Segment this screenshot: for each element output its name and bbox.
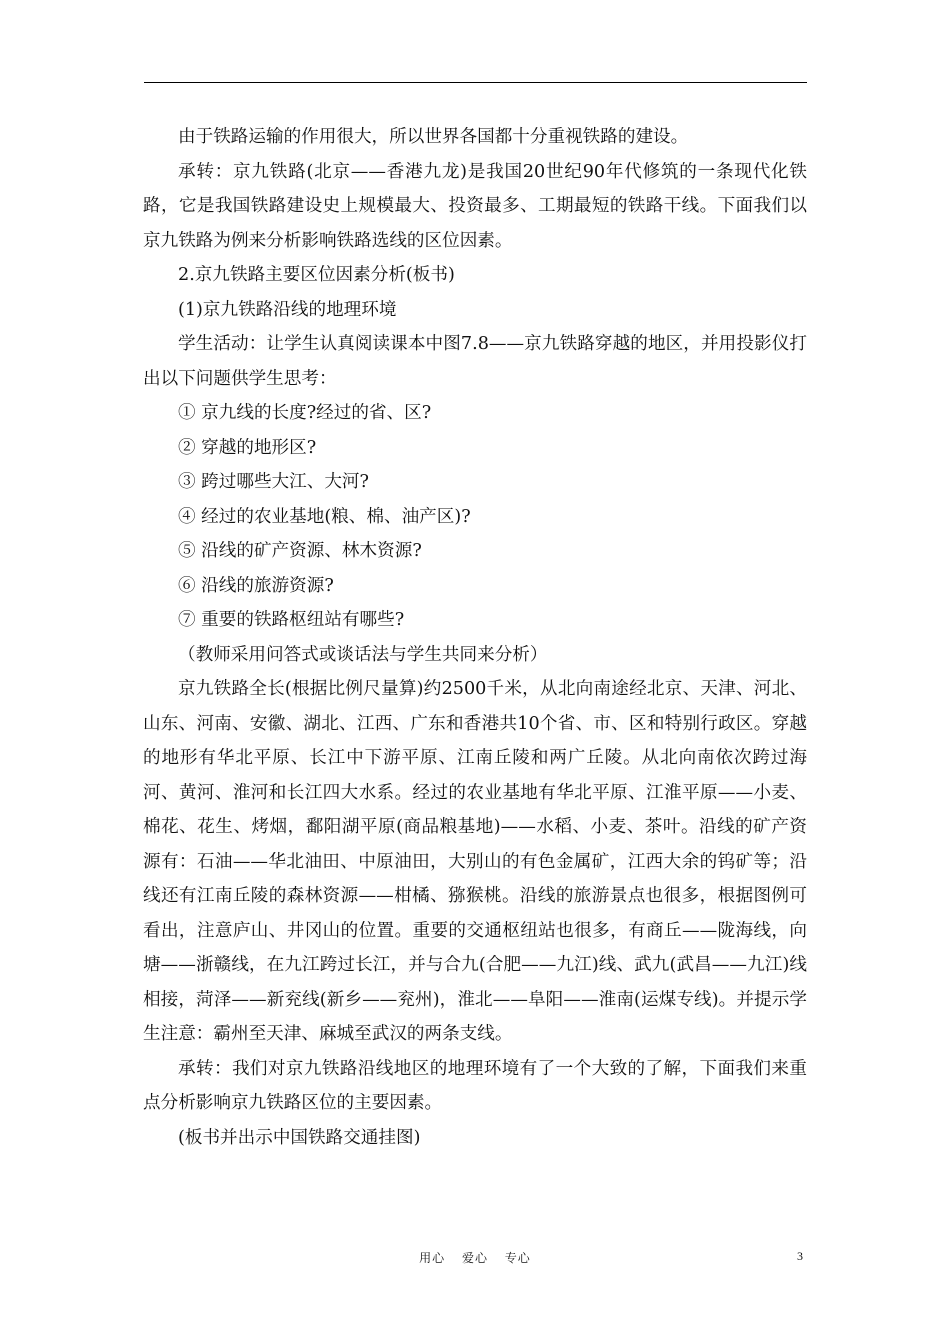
question-item-6: ⑥ 沿线的旅游资源?: [178, 575, 334, 596]
section-heading-location-factors: 2.京九铁路主要区位因素分析(板书): [178, 265, 455, 285]
header-rule: [144, 82, 807, 83]
subsection-heading-geographic-environment: (1)京九铁路沿线的地理环境: [178, 299, 397, 320]
page-number: 3: [797, 1249, 803, 1263]
question-item-3: ③ 跨过哪些大江、大河?: [178, 472, 369, 492]
paragraph-board-note: (板书并出示中国铁路交通挂图): [178, 1127, 421, 1148]
paragraph-transition-main-factors: 承转：我们对京九铁路沿线地区的地理环境有了一个大致的了解，下面我们来重点分析影响京九铁路区位的主要因素。: [143, 1058, 807, 1113]
paragraph-jingjiu-analysis: 京九铁路全长(根据比例尺量算)约2500千米，从北向南途经北京、天津、河北、山东、河南、安徽、湖北、江西、广东和香港共10个省、市、区和特别行政区。穿越的地形有华北平原、长江中下游平原、江南丘陵和两广丘陵。从北向南依次跨过海河、黄河、淮河和长江四大水系。经过的农业基地有华北平原、江淮平原——小麦、棉花、花生、烤烟，鄱阳湖平原(商品粮基地)——水稻、小麦、茶叶。沿线的矿产资源有：石油——华北油田、中原油田，大别山的有色金属矿，江西大余的钨矿等；沿线还有江南丘陵的森林资源——柑橘、猕猴桃。沿线的旅游景点也很多，根据图例可看出，注意庐山、井冈山的位置。重要的交通枢纽站也很多，有商丘——陇海线，向塘——浙赣线，在九江跨过长江，并与合九(合肥——九江)线、武九(武昌——九江)线相接，菏泽——新兖线(新乡——兖州)，淮北——阜阳——淮南(运煤专线)。并提示学生注意：霸州至天津、麻城至武汉的两条支线。: [143, 679, 807, 1044]
question-item-2: ② 穿越的地形区?: [178, 437, 317, 458]
question-item-7: ⑦ 重要的铁路枢纽站有哪些?: [178, 610, 405, 630]
document-body: [143, 120, 807, 1155]
question-item-4: ④ 经过的农业基地(粮、棉、油产区)?: [178, 506, 471, 527]
footer-motto: 用心 爱心 专心: [419, 1251, 531, 1265]
question-item-5: ⑤ 沿线的矿产资源、林木资源?: [178, 541, 422, 561]
paragraph-transition-jingjiu-intro: 承转：京九铁路(北京——香港九龙)是我国20世纪90年代修筑的一条现代化铁路，它是我国铁路建设史上规模最大、投资最多、工期最短的铁路干线。下面我们以京九铁路为例来分析影响铁路选线的区位因素。: [143, 161, 807, 251]
paragraph-student-activity: 学生活动：让学生认真阅读课本中图7.8——京九铁路穿越的地区，并用投影仪打出以下问题供学生思考：: [143, 334, 807, 389]
paragraph-teaching-method-note: （教师采用问答式或谈话法与学生共同来分析）: [178, 644, 548, 665]
paragraph-railway-importance: 由于铁路运输的作用很大，所以世界各国都十分重视铁路的建设。: [178, 127, 689, 147]
question-item-1: ① 京九线的长度?经过的省、区?: [178, 403, 432, 423]
